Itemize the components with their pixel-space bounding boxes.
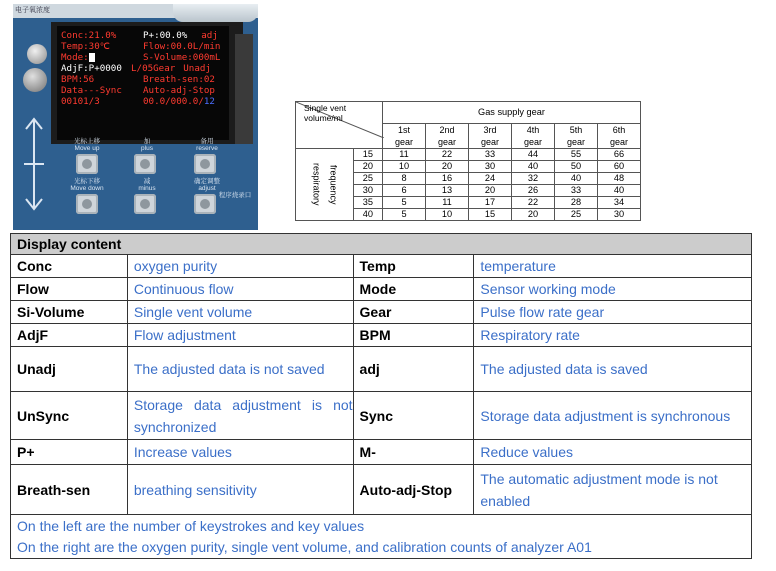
btn-label-minus: [121, 176, 173, 192]
legend-value: Increase values: [127, 440, 353, 465]
freq-cell: 40: [353, 209, 382, 221]
value-cell: 28: [555, 197, 598, 209]
gear-table: [295, 101, 641, 221]
gear-unit: gear: [566, 137, 585, 147]
value-cell: 34: [598, 197, 641, 209]
legend-value: temperature: [474, 255, 752, 278]
legend-key: BPM: [353, 324, 474, 347]
lcd-calib-count: 12: [203, 96, 215, 107]
value-cell: 26: [512, 185, 555, 197]
value-cell: 40: [512, 161, 555, 173]
lcd-analyzer: 00.0/000.0/: [143, 96, 204, 107]
lcd-row: [61, 30, 229, 41]
gear-header: [383, 124, 426, 149]
value-cell: 40: [555, 173, 598, 185]
reserve-button[interactable]: [194, 154, 216, 174]
value-cell: 30: [469, 161, 512, 173]
legend-value: The automatic adjustment mode is not enabled: [474, 465, 752, 515]
lcd-row: [61, 63, 229, 74]
value-cell: 50: [555, 161, 598, 173]
value-cell: 16: [426, 173, 469, 185]
legend-value: Storage data adjustment is not synchronized: [127, 392, 353, 440]
row-label-frequency: frequency: [328, 164, 339, 205]
plus-button[interactable]: [134, 154, 156, 174]
lcd-row: [61, 41, 229, 52]
legend-footer-row: [11, 515, 752, 559]
legend-key: adj: [353, 347, 474, 392]
legend-value: Sensor working mode: [474, 278, 752, 301]
lcd-row: [61, 74, 229, 85]
legend-row: [11, 347, 752, 392]
value-cell: 5: [383, 197, 426, 209]
display-content-table: [10, 233, 752, 559]
corner-label-2: volume/ml: [304, 113, 343, 123]
device-knob: [27, 44, 47, 64]
value-cell: 8: [383, 173, 426, 185]
lcd-data-sync: Data---Sync: [61, 85, 122, 96]
gear-header: [426, 124, 469, 149]
legend-key: M-: [353, 440, 474, 465]
device-cable: [173, 4, 258, 22]
legend-value: oxygen purity: [127, 255, 353, 278]
value-cell: 22: [512, 197, 555, 209]
footer-line-2: On the right are the oxygen purity, single vent volume, and calibration counts of analyzer A01: [17, 539, 592, 555]
lcd-cursor: [89, 53, 95, 62]
legend-key: Gear: [353, 301, 474, 324]
freq-cell: 15: [353, 149, 382, 161]
freq-cell: 30: [353, 185, 382, 197]
lcd-keystrokes: 00101/3: [61, 96, 100, 107]
move-down-button[interactable]: [76, 194, 98, 214]
legend-value: Single vent volume: [127, 301, 353, 324]
btn-label-reserve: [181, 136, 233, 152]
gear-table-title: Gas supply gear: [383, 102, 641, 124]
legend-row: [11, 301, 752, 324]
legend-key: Si-Volume: [11, 301, 128, 324]
gear-header: [555, 124, 598, 149]
btn-label-plus: [121, 136, 173, 152]
value-cell: 33: [469, 149, 512, 161]
legend-key: Auto-adj-Stop: [353, 465, 474, 515]
legend-value: Storage data adjustment is synchronous: [474, 392, 752, 440]
gear-header: [598, 124, 641, 149]
value-cell: 17: [469, 197, 512, 209]
row-label-respiratory: respiratory: [311, 163, 322, 206]
lcd-breath-sen: Breath-sen:02: [143, 74, 215, 85]
btn-label-move-down: [61, 176, 113, 192]
lcd-s-volume: S-Volume:000mL: [143, 52, 221, 63]
legend-key: Breath-sen: [11, 465, 128, 515]
lcd-auto-adj: Auto-adj-Stop: [143, 85, 215, 96]
freq-cell: 20: [353, 161, 382, 173]
lcd-p-plus: P+:00.0%: [143, 30, 188, 41]
legend-value: Flow adjustment: [127, 324, 353, 347]
legend-key: Unadj: [11, 347, 128, 392]
legend-value: Continuous flow: [127, 278, 353, 301]
pcb-arrow-icon: [21, 114, 47, 214]
btn-label-move-up: [61, 136, 113, 152]
freq-cell: 35: [353, 197, 382, 209]
value-cell: 55: [555, 149, 598, 161]
legend-value: Reduce values: [474, 440, 752, 465]
legend-value: Pulse flow rate gear: [474, 301, 752, 324]
device-knob-2: [23, 68, 47, 92]
value-cell: 66: [598, 149, 641, 161]
value-cell: 40: [598, 185, 641, 197]
lcd-conc: Conc:21.0%: [61, 30, 117, 41]
btn-label-en: adjust: [198, 185, 216, 192]
btn-label-en: minus: [138, 185, 156, 192]
gear-num: 5th: [569, 125, 583, 135]
gear-num: 6th: [612, 125, 626, 135]
gear-header: [512, 124, 555, 149]
legend-row: [11, 440, 752, 465]
lcd-flow: Flow:00.0L/min: [143, 41, 221, 52]
lcd-row: [61, 85, 229, 96]
value-cell: 10: [383, 161, 426, 173]
gear-unit: gear: [394, 137, 413, 147]
lcd-row: [61, 96, 229, 107]
legend-row: [11, 392, 752, 440]
legend-row: [11, 324, 752, 347]
gear-header: [469, 124, 512, 149]
value-cell: 20: [426, 161, 469, 173]
row-axis-label: [296, 149, 354, 221]
pcb-label: 电子氧浓度: [15, 7, 50, 14]
legend-footer: [11, 515, 752, 559]
lcd-unadj: Unadj: [183, 63, 211, 74]
btn-label-en: Move up: [74, 145, 100, 152]
value-cell: 48: [598, 173, 641, 185]
value-cell: 6: [383, 185, 426, 197]
value-cell: 20: [512, 209, 555, 221]
legend-row: [11, 465, 752, 515]
legend-key: P+: [11, 440, 128, 465]
btn-label-cn: 光标下移: [74, 178, 100, 185]
legend-row: [11, 255, 752, 278]
legend-key: Conc: [11, 255, 128, 278]
footer-line-1: On the left are the number of keystrokes and key values: [17, 518, 365, 534]
btn-label-cn: 确定调整: [194, 178, 220, 185]
lcd-mode-cell: [61, 52, 143, 63]
pcb-programming-port-label: 程序烧录口: [218, 192, 252, 199]
gear-unit: gear: [523, 137, 542, 147]
value-cell: 11: [383, 149, 426, 161]
legend-value: The adjusted data is saved: [474, 347, 752, 392]
legend-key: Sync: [353, 392, 474, 440]
gear-table-row: [296, 149, 641, 161]
btn-label-cn: 减: [143, 178, 151, 185]
legend-value: breathing sensitivity: [127, 465, 353, 515]
gear-num: 1st: [397, 125, 410, 135]
btn-label-en: plus: [141, 145, 153, 152]
lcd-adjf: AdjF:P+0000: [61, 63, 122, 74]
gear-num: 4th: [526, 125, 540, 135]
value-cell: 33: [555, 185, 598, 197]
legend-header: Display content: [11, 234, 752, 255]
btn-label-cn: 加: [143, 138, 151, 145]
value-cell: 11: [426, 197, 469, 209]
legend-key: AdjF: [11, 324, 128, 347]
legend-key: Temp: [353, 255, 474, 278]
btn-label-cn: 光标上移: [74, 138, 100, 145]
value-cell: 5: [383, 209, 426, 221]
value-cell: 24: [469, 173, 512, 185]
lcd-mode: Mode:: [61, 52, 89, 63]
value-cell: 15: [469, 209, 512, 221]
move-up-button[interactable]: [76, 154, 98, 174]
lcd-gear: L/05Gear: [131, 63, 176, 74]
value-cell: 20: [469, 185, 512, 197]
lcd-adj: adj: [201, 30, 218, 41]
legend-value: The adjusted data is not saved: [127, 347, 353, 392]
lcd-connector: [235, 34, 253, 144]
lcd-bpm: BPM:56: [61, 74, 95, 85]
legend-key: UnSync: [11, 392, 128, 440]
legend-value: Respiratory rate: [474, 324, 752, 347]
value-cell: 60: [598, 161, 641, 173]
value-cell: 30: [598, 209, 641, 221]
value-cell: 10: [426, 209, 469, 221]
legend-row: [11, 278, 752, 301]
btn-label-en: Move down: [70, 185, 104, 192]
gear-num: 2nd: [439, 125, 455, 135]
lcd-row: [61, 52, 229, 63]
value-cell: 32: [512, 173, 555, 185]
gear-unit: gear: [609, 137, 628, 147]
freq-cell: 25: [353, 173, 382, 185]
gear-unit: gear: [480, 137, 499, 147]
minus-button[interactable]: [134, 194, 156, 214]
gear-table-corner: [296, 102, 383, 149]
lcd-temp: Temp:30℃: [61, 41, 111, 52]
value-cell: 44: [512, 149, 555, 161]
corner-label-1: Single vent: [304, 103, 347, 113]
gear-unit: gear: [437, 137, 456, 147]
gear-num: 3rd: [483, 125, 497, 135]
value-cell: 22: [426, 149, 469, 161]
legend-key: Flow: [11, 278, 128, 301]
device-photo: [13, 4, 258, 230]
btn-label-cn: 备用: [200, 138, 214, 145]
legend-key: Mode: [353, 278, 474, 301]
btn-label-en: reserve: [196, 145, 218, 152]
value-cell: 13: [426, 185, 469, 197]
lcd-screen: [57, 26, 229, 140]
value-cell: 25: [555, 209, 598, 221]
